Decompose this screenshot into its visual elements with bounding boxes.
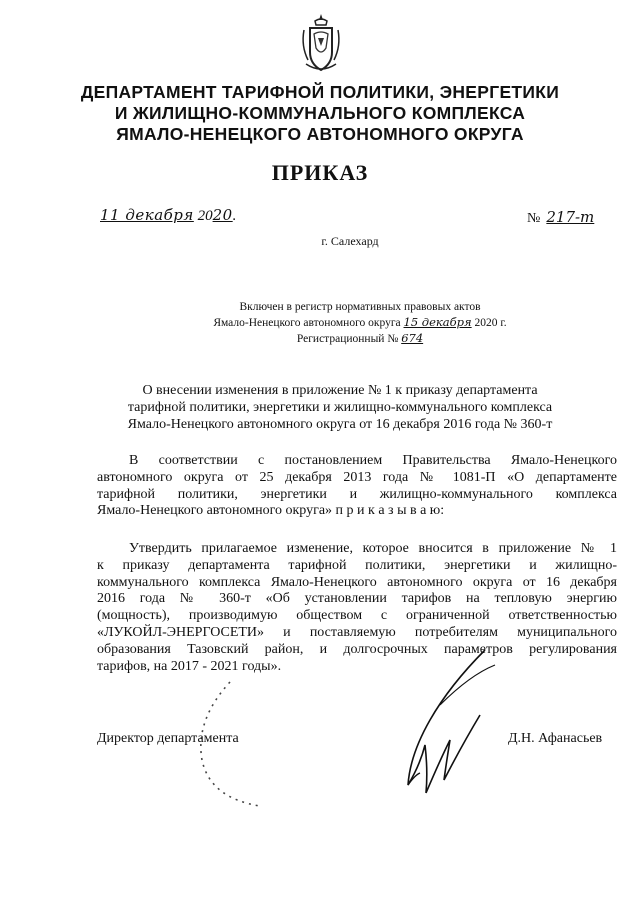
- body-line-1: Утвердить прилагаемое изменение, которое вносится в приложение № 1: [129, 541, 617, 556]
- body-line-3: коммунального комплекса Ямало-Ненецкого автономного округа от 16 декабря: [97, 574, 617, 590]
- order-date: [100, 206, 236, 225]
- body-line-2: к приказу департамента тарифной политики, энергетики и жилищно-: [97, 557, 617, 573]
- registration-number: 674: [401, 331, 424, 345]
- department-name: [40, 82, 600, 145]
- body-line-7: образования Тазовский район, и долгосрочных параметров регулирования: [97, 641, 617, 657]
- signatory-name: Д.Н. Афанасьев: [508, 731, 603, 746]
- order-subject: [80, 382, 600, 433]
- number-prefix: №: [527, 211, 541, 226]
- signatory-position: Директор департамента: [97, 731, 239, 746]
- order-body-paragraph: [97, 541, 617, 675]
- registration-line-3: [170, 331, 550, 347]
- preamble-line-2: автономного округа от 25 декабря 2013 года № 1081-П «О департаменте: [97, 469, 617, 485]
- date-dot: .: [232, 208, 237, 224]
- registration-stamp: [170, 300, 550, 347]
- preamble-line-4: Ямало-Ненецкого автономного округа» п р и к а з ы в а ю:: [97, 503, 445, 519]
- document-title: ПРИКАЗ: [271, 160, 369, 185]
- date-year-suffix: 20: [212, 206, 233, 224]
- date-handwritten: 11 декабря: [100, 206, 194, 224]
- subject-line-3: Ямало-Ненецкого автономного округа от 16 декабря 2016 года № 360-т: [127, 417, 553, 432]
- department-line-1: ДЕПАРТАМЕНТ ТАРИФНОЙ ПОЛИТИКИ, ЭНЕРГЕТИКИ: [80, 82, 560, 102]
- body-line-5: (мощность), производимую обществом с ограниченной ответственностью: [97, 608, 617, 624]
- registration-line-2: [170, 315, 550, 331]
- registration-region: Ямало-Ненецкого автономного округа: [213, 317, 401, 329]
- department-line-2: И ЖИЛИЩНО-КОММУНАЛЬНОГО КОМПЛЕКСА: [114, 103, 526, 123]
- preamble-line-1: В соответствии с постановлением Правительства Ямало-Ненецкого: [129, 453, 617, 468]
- registration-line-1: Включен в регистр нормативных правовых актов: [239, 301, 481, 313]
- body-line-4: 2016 года № 360-т «Об установлении тарифов на тепловую энергию: [97, 591, 617, 607]
- order-number: [527, 208, 594, 227]
- preamble-paragraph: [97, 453, 617, 520]
- subject-line-1: О внесении изменения в приложение № 1 к приказу департамента: [142, 383, 538, 398]
- registration-date: 15 декабря: [403, 315, 472, 329]
- subject-line-2: тарифной политики, энергетики и жилищно-коммунального комплекса: [127, 400, 553, 415]
- department-line-3: ЯМАЛО-НЕНЕЦКОГО АВТОНОМНОГО ОКРУГА: [116, 124, 524, 144]
- registration-year: 2020 г.: [474, 317, 507, 329]
- date-year-prefix: 20: [197, 208, 213, 224]
- number-handwritten: 217-т: [546, 208, 595, 226]
- preamble-line-3: тарифной политики, энергетики и жилищно-коммунального комплекса: [97, 486, 617, 502]
- registration-number-label: Регистрационный №: [296, 333, 399, 345]
- body-line-8: тарифов, на 2017 - 2021 годы».: [97, 658, 282, 674]
- city: г. Салехард: [321, 234, 379, 248]
- body-line-6: «ЛУКОЙЛ-ЭНЕРГОСЕТИ» и поставляемую потребителям муниципального: [97, 624, 617, 640]
- coat-of-arms-icon: [298, 12, 344, 74]
- handwritten-signature: [380, 645, 500, 795]
